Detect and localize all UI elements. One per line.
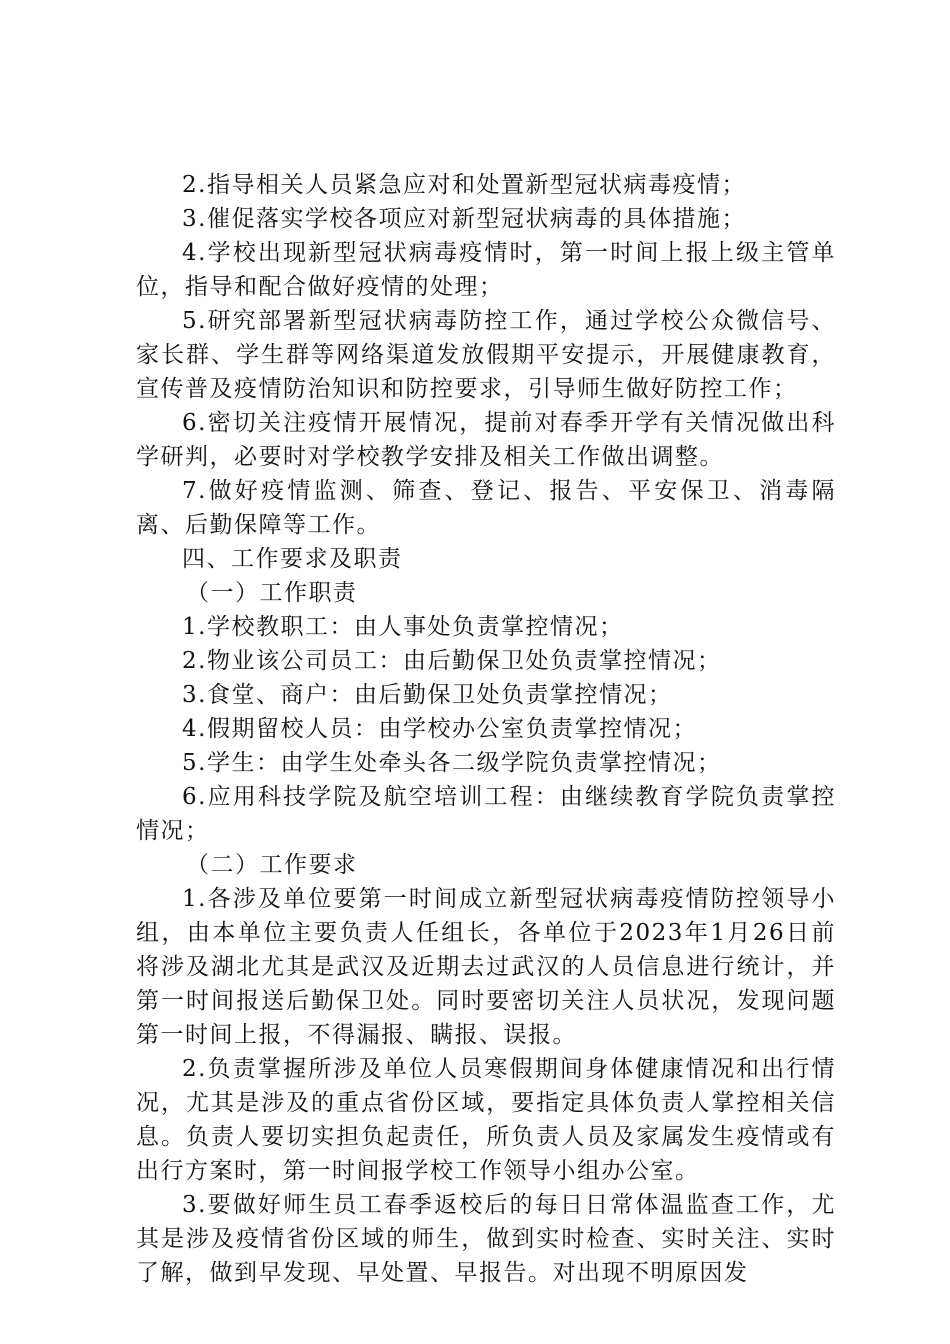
duty-item-1: 1.学校教职工：由人事处负责掌控情况；: [182, 614, 624, 640]
duty-item-6: 6.应用科技学院及航空培训工程：由继续教育学院负责掌控情况；: [136, 784, 836, 844]
duty-item-2: 2.物业该公司员工：由后勤保卫处负责掌控情况；: [182, 648, 722, 674]
duty-item-5: 5.学生：由学生处牵头各二级学院负责掌控情况；: [182, 750, 722, 776]
paragraph-item-6: 6.密切关注疫情开展情况，提前对春季开学有关情况做出科学研判，必要时对学校教学安排及相关工作做出调整。: [136, 410, 836, 470]
subsection-heading-duties: （一）工作职责: [186, 580, 358, 606]
paragraph-item-7: 7.做好疫情监测、筛查、登记、报告、平安保卫、消毒隔离、后勤保障等工作。: [136, 478, 836, 538]
paragraph-item-4: 4.学校出现新型冠状病毒疫情时，第一时间上报上级主管单位，指导和配合做好疫情的处理；: [136, 240, 836, 300]
subsection-heading-requirements: （二）工作要求: [186, 852, 358, 878]
paragraph-item-2: 2.指导相关人员紧急应对和处置新型冠状病毒疫情；: [182, 172, 746, 198]
document-body: [136, 168, 836, 1290]
requirement-item-1: 1.各涉及单位要第一时间成立新型冠状病毒疫情防控领导小组，由本单位主要负责人任组长，各单位于2023年1月26日前将涉及湖北尤其是武汉及近期去过武汉的人员信息进行统计，并第一时间报送后勤保卫处。同时要密切关注人员状况，发现问题第一时间上报，不得漏报、瞒报、误报。: [136, 886, 836, 1048]
section-heading-4: 四、工作要求及职责: [182, 546, 403, 572]
paragraph-item-3: 3.催促落实学校各项应对新型冠状病毒的具体措施；: [182, 206, 746, 232]
paragraph-item-5: 5.研究部署新型冠状病毒防控工作，通过学校公众微信号、家长群、学生群等网络渠道发放假期平安提示，开展健康教育，宣传普及疫情防治知识和防控要求，引导师生做好防控工作；: [136, 308, 836, 402]
requirement-item-3: 3.要做好师生员工春季返校后的每日日常体温监查工作，尤其是涉及疫情省份区域的师生，做到实时检查、实时关注、实时了解，做到早发现、早处置、早报告。对出现不明原因发: [136, 1192, 836, 1286]
duty-item-4: 4.假期留校人员：由学校办公室负责掌控情况；: [182, 716, 697, 742]
duty-item-3: 3.食堂、商户：由后勤保卫处负责掌控情况；: [182, 682, 673, 708]
requirement-item-2: 2.负责掌握所涉及单位人员寒假期间身体健康情况和出行情况，尤其是涉及的重点省份区域，要指定具体负责人掌控相关信息。负责人要切实担负起责任，所负责人员及家属发生疫情或有出行方案时，第一时间报学校工作领导小组办公室。: [136, 1056, 836, 1184]
